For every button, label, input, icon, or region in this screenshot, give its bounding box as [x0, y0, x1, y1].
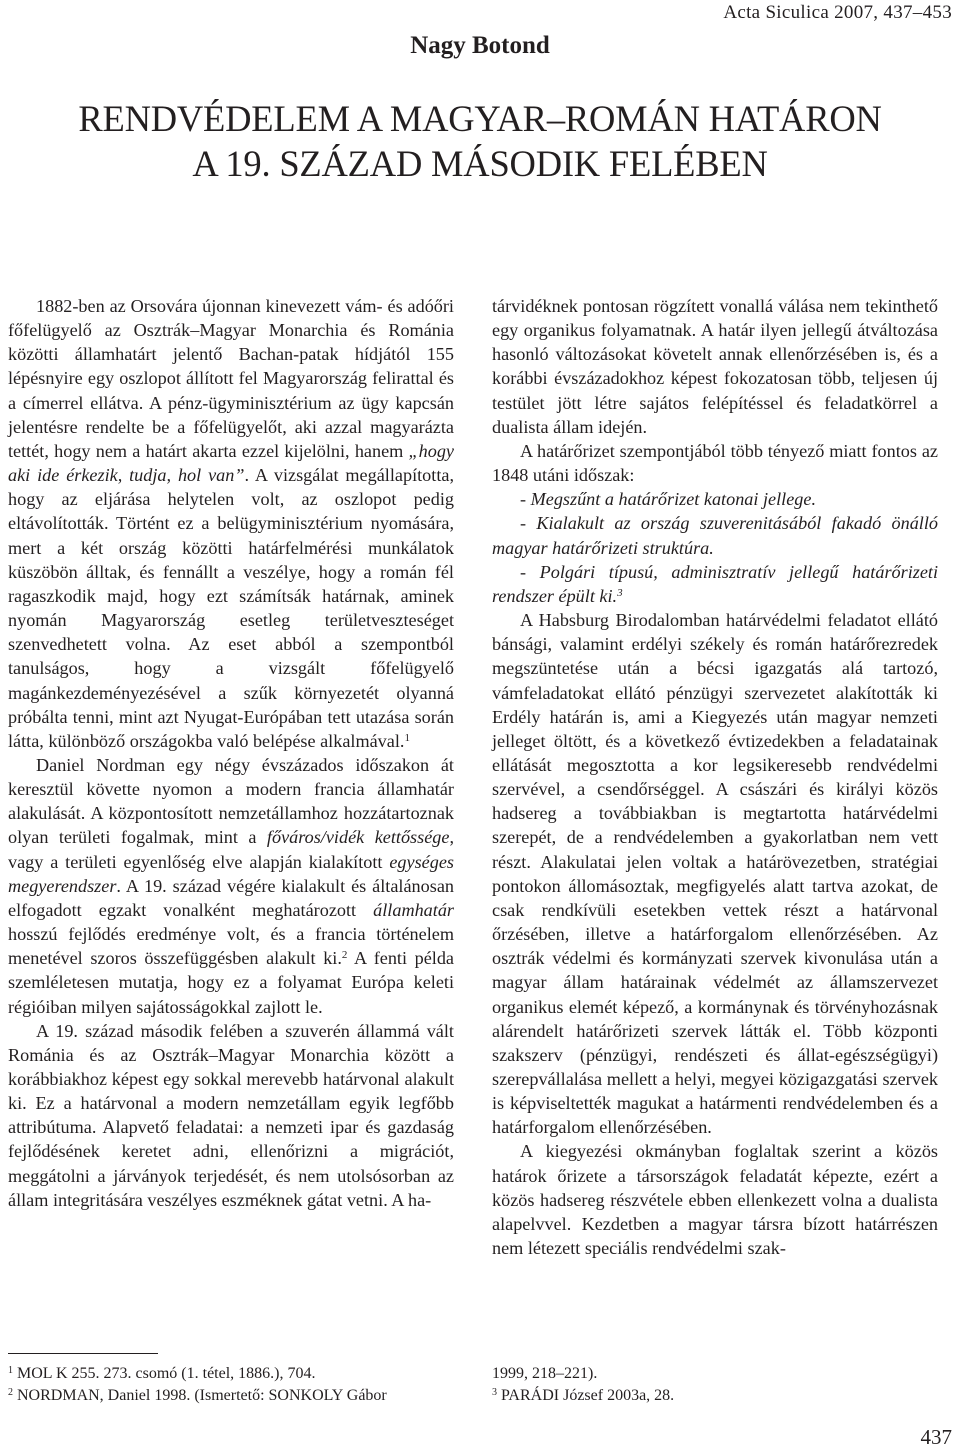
paragraph: Daniel Nordman egy négy évszázados időszakon át keresztül követte nyomon a modern francia államhatár alakulását. A központosított nemzetállamhoz hozzátartoznak olyan területi fogalmak, mint a főváros/vidék kettőssége, vagy a területi egyenlőség elve alapján kialakított egységes megyerendszer. A 19. század végére kialakult és általánosan elfogadott egzakt vonalként meghatározott államhatár hosszú fejlődés eredménye volt, és a francia történelem menetével szoros összefüggésben alakult ki.$^2$ A fenti példa szemléletesen mutatja, hogy ez a folyamat Európa keleti régióiban milyen sajátosságokkal zajlott le.: [8, 754, 454, 1017]
title-line-1: RENDVÉDELEM A MAGYAR–ROMÁN HATÁRON: [78, 98, 882, 139]
footnote-3: $^3$ PARÁDI József 2003a, 28.: [492, 1387, 675, 1404]
paragraph: A határőrizet szempontjából több tényező miatt fontos az 1848 utáni időszak:: [492, 440, 938, 486]
paragraph: 1882-ben az Orsovára újonnan kinevezett vám- és adóőri főfelügyelő az Osztrák–Magyar Monarchia és Románia közötti államhatárt jelentő Bachan-patak hídjától 155 lépésnyire egy oszlopot állított fel Magyarország felirattal és a címerrel ellátva. A pénz-ügyminisztérium az ügy kapcsán jelentésre rendelte be a főfelügyelőt, aki azzal magyarázta tettét, hogy nem a határt akarta ezzel kijelölni, hanem „hogy aki ide érkezik, tudja, hol van”. A vizsgálat megállapította, hogy az eljárása helytelen volt, az oszlopot pedig eltávolították. Történt ez a belügyminisztérium nyomására, mert a két ország közötti határfelmérési munkálatok küszöbön álltak, és fennállt a veszélye, hogy a román fél ragaszkodik majd, hogy ezt számítsák határnak, aminek nyomán Magyarország esetleg területveszteséget szenvedhetett volna. Az eset abból a szempontból tanulságos, hogy a vizsgált főfelügyelő magánkezdeményezésével a szűk környezetét olyanná próbálta tenni, mint azt Nyugat-Európában tett utazása során látta, különböző országokba való belépése alkalmával.$^1$: [8, 296, 454, 751]
paragraph: A 19. század második felében a szuverén állammá vált Románia és az Osztrák–Magyar Monarchia között a korábbiakhoz képest egy sokkal merevebb határvonal alakult ki. Ez a határvonal a modern nemzetállam egyik legfőbb attribútuma. Alapvető feladatai: a nemzeti ipar és gazdaság fejlődésének keretet adni, ellenőrizni a migrációt, meggátolni a járványok terjedését, és nem utolsósorban az állam integritására veszélyes eszméknek gátat vetni. A ha-: [8, 1020, 454, 1210]
list-item: - Polgári típusú, adminisztratív jellegű határőrizeti rendszer épült ki.$^3$: [492, 561, 938, 606]
list-item: - Kialakult az ország szuverenitásából fakadó önálló magyar határőrizeti struktúra.: [492, 513, 938, 558]
page-number: 437: [920, 1425, 952, 1449]
paragraph: tárvidéknek pontosan rögzített vonallá válása nem tekinthető egy organikus folyamatnak. A határ ilyen jellegű átváltozása hasonló változásokat követelt annak ellenőrzésében is, és a korábbi évszázadokhoz képest fokozatosan több, teljesen új testület jött létre sajátos felépítéssel és feladatkörrel a dualista állam idején.: [492, 296, 938, 437]
footnote-2: $^2$ NORDMAN, Daniel 1998. (Ismertető: SONKOLY Gábor: [8, 1387, 387, 1404]
paragraph: A kiegyezési okmányban foglaltak szerint a közös határok őrizete a társországok feladatát képezte, ezért a közös hadsereg részvétele ebben ellenkezett volna a dualista alapelvvel. Kezdetben a magyar társra bízott határrészen nem létezett speciális rendvédelmi szak-: [492, 1141, 938, 1259]
right-column: [492, 294, 938, 1260]
footnote-ref-1[interactable]: 1: [404, 731, 410, 744]
footnote-2-continued: 1999, 218–221).: [492, 1365, 598, 1382]
footnote-divider: [8, 1353, 158, 1354]
author-name: Nagy Botond: [410, 32, 550, 59]
footnote-ref-2[interactable]: 2: [341, 949, 348, 962]
left-column: [8, 294, 454, 1212]
list-item: - Megszűnt a határőrizet katonai jellege.: [520, 489, 817, 510]
paragraph: A Habsburg Birodalomban határvédelmi feladatot ellátó bánsági, valamint erdélyi székely és román határőrezredek megszüntetése után a bécsi igazgatás alá tartozó, vámfeladatokat ellátó pénzügyi szervezetet alakították ki Erdély határán is, ami a Kiegyezés után magyar nemzeti jelleget öltött, és a következő évtizedekben a feladatainak ellátását megosztotta a kor legsikeresebb rendvédelmi szervével, a csendőrséggel. A császári és királyi közös hadsereg a továbbiakban is megtartotta határvédelmi szerepét, de a rendvédelemben a gyakorlatban nem vett részt. Alakulatai jelen voltak a határövezetben, stratégiai pontokon állomásoztak, megfigyelés alatt tartva azokat, de csak rendkívüli esetekben vettek részt a határvonal őrzésében, illetve a határforgalom ellenőrzésében. Az osztrák védelmi és kormányzati szervek kivonulása után a magyar állam határainak védelmét az államszervezet organikus elemét képező, a kormánynak és törvényhozásnak alárendelt határőrizeti szervek látták el. Több központi szakszerv (pénzügyi, rendészeti és állat-egészségügyi) szerepvállalása mellett a helyi, megyei közigazgatási szervek is képviseltették magukat a határmenti rendvédelemben és a határforgalom ellenőrzésében.: [492, 610, 938, 1138]
title-line-2: A 19. SZÁZAD MÁSODIK FELÉBEN: [192, 143, 768, 184]
journal-header: Acta Siculica 2007, 437–453: [723, 2, 952, 23]
footnote-1: $^1$ MOL K 255. 273. csomó (1. tétel, 1886.), 704.: [8, 1365, 316, 1382]
article-title: [0, 96, 960, 186]
footnote-ref-3[interactable]: 3: [617, 586, 623, 599]
quotation: „hogy aki ide érkezik, tudja, hol van”: [8, 440, 454, 486]
